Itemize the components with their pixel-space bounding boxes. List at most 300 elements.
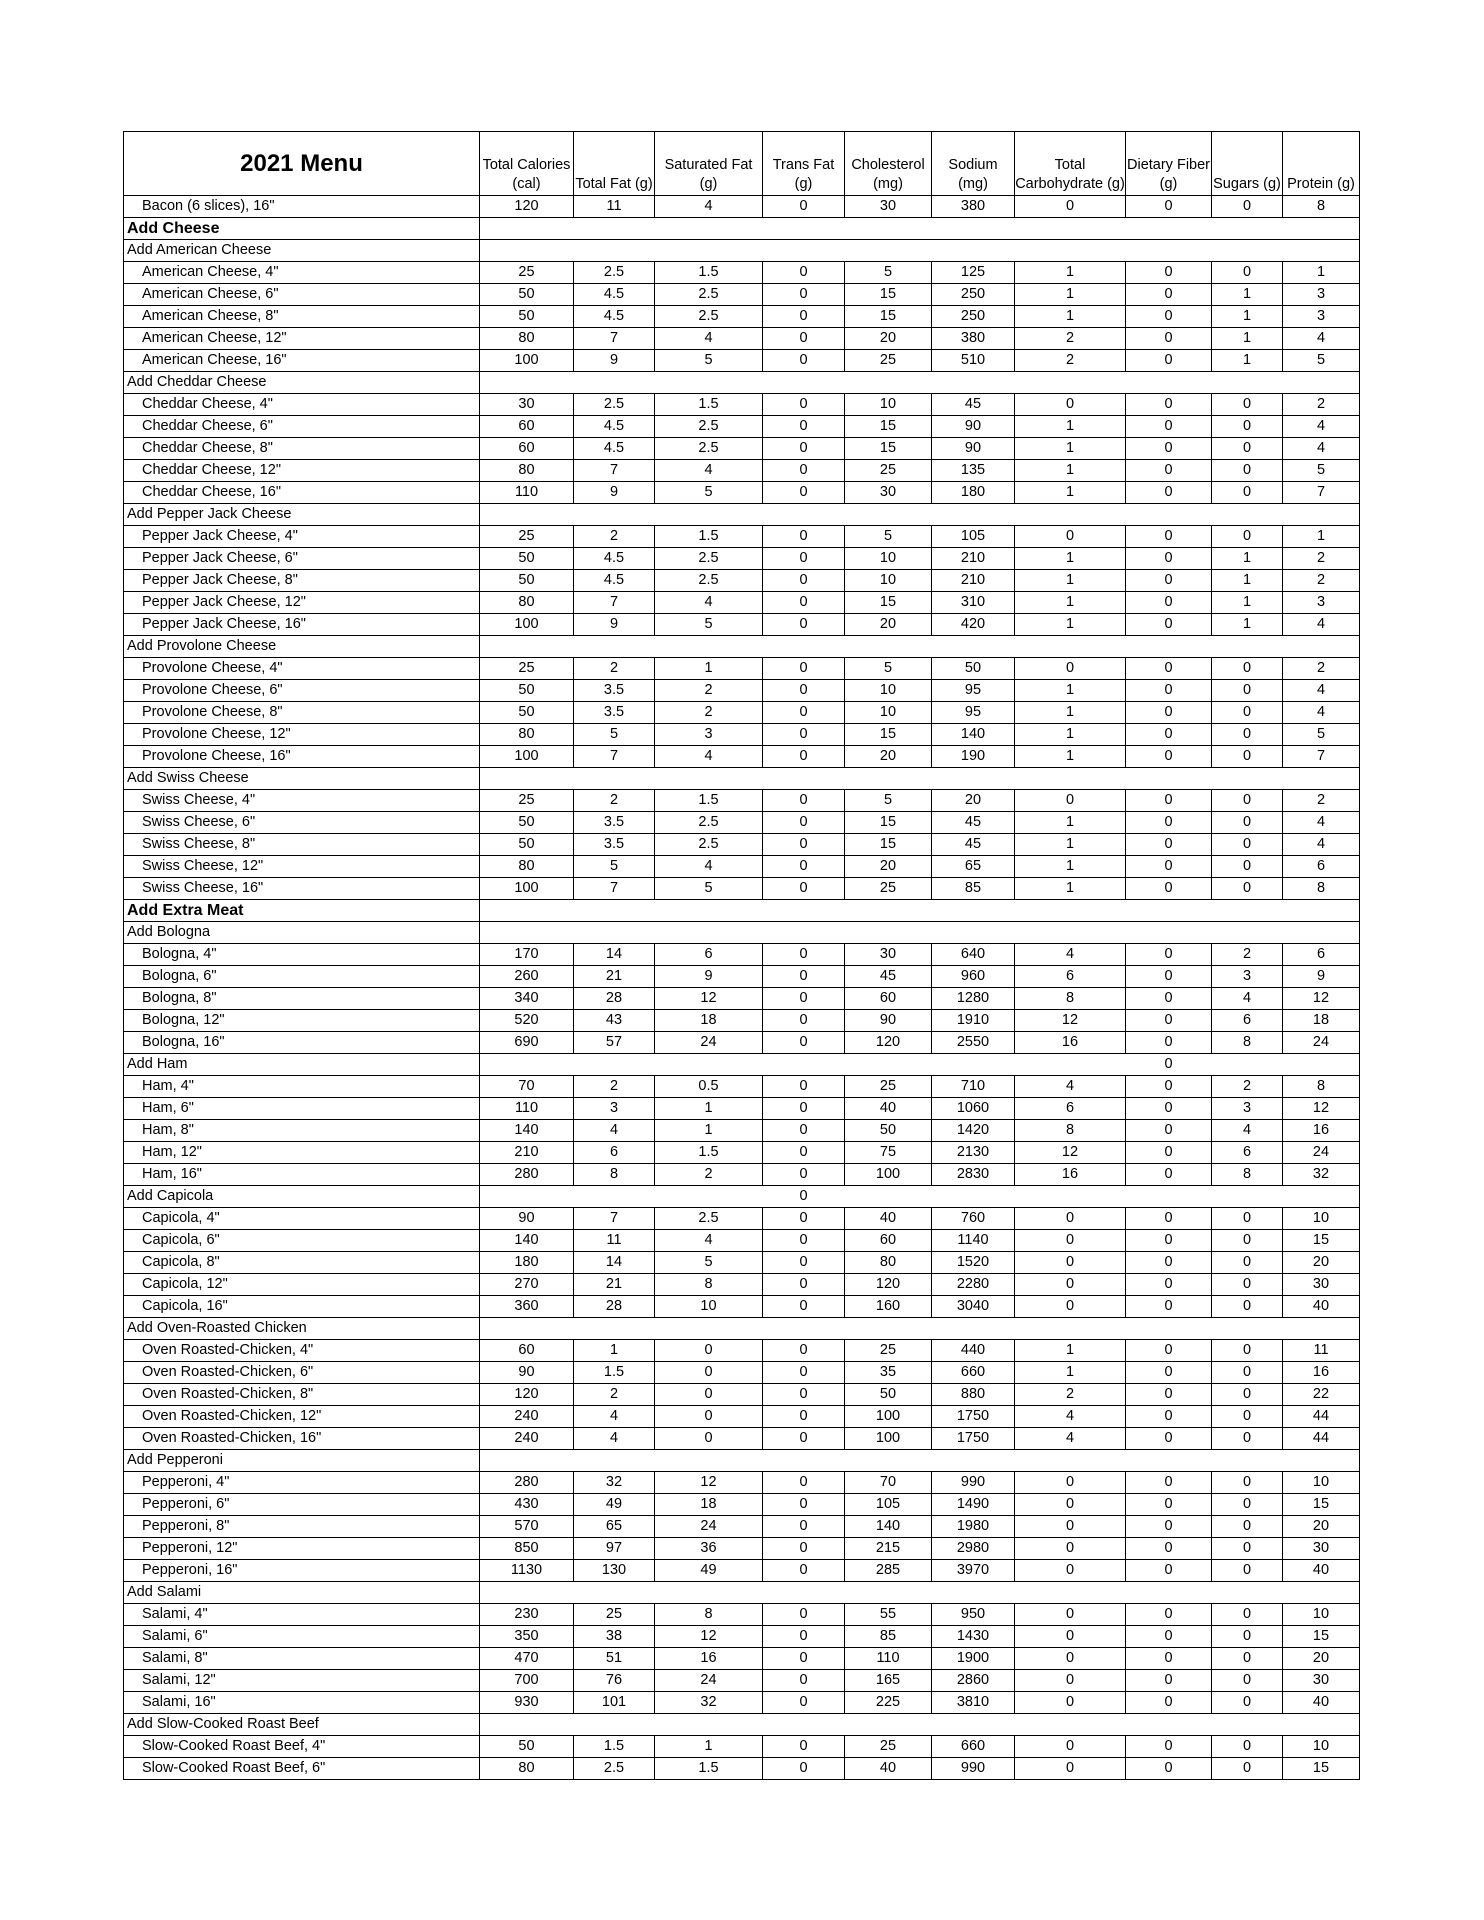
table-row bbox=[124, 438, 1360, 460]
table-row bbox=[124, 1626, 1360, 1648]
table-cell: 36 bbox=[655, 1538, 763, 1560]
table-cell: 9 bbox=[655, 966, 763, 988]
table-cell: 110 bbox=[480, 1098, 574, 1120]
item-name: Bologna, 16" bbox=[124, 1032, 480, 1054]
empty-cell bbox=[932, 240, 1015, 262]
empty-cell bbox=[845, 900, 932, 922]
table-cell: 60 bbox=[845, 1230, 932, 1252]
table-row bbox=[124, 416, 1360, 438]
table-cell: 4 bbox=[1015, 1406, 1126, 1428]
empty-cell bbox=[1283, 1054, 1360, 1076]
table-cell: 0 bbox=[1126, 1076, 1212, 1098]
table-cell: 0 bbox=[1015, 1692, 1126, 1714]
table-cell: 105 bbox=[845, 1494, 932, 1516]
table-cell: 4.5 bbox=[574, 306, 655, 328]
table-row bbox=[124, 1494, 1360, 1516]
table-cell: 1520 bbox=[932, 1252, 1015, 1274]
table-cell: 6 bbox=[1283, 856, 1360, 878]
empty-cell bbox=[655, 504, 763, 526]
table-cell: 0 bbox=[1212, 1340, 1283, 1362]
table-cell: 0 bbox=[1126, 328, 1212, 350]
group-header-row bbox=[124, 768, 1360, 790]
table-cell: 0 bbox=[1015, 1626, 1126, 1648]
table-cell: 12 bbox=[1283, 988, 1360, 1010]
table-cell: 90 bbox=[932, 438, 1015, 460]
table-cell: 4 bbox=[655, 856, 763, 878]
table-cell: 1 bbox=[1212, 570, 1283, 592]
table-row bbox=[124, 746, 1360, 768]
table-row bbox=[124, 350, 1360, 372]
table-cell: 15 bbox=[1283, 1494, 1360, 1516]
section-title: Add Extra Meat bbox=[124, 900, 480, 922]
group-title: Add Salami bbox=[124, 1582, 480, 1604]
item-name: Capicola, 4" bbox=[124, 1208, 480, 1230]
table-cell: 1 bbox=[1212, 614, 1283, 636]
table-row bbox=[124, 1538, 1360, 1560]
table-cell: 4 bbox=[655, 1230, 763, 1252]
table-cell: 690 bbox=[480, 1032, 574, 1054]
table-cell: 30 bbox=[845, 482, 932, 504]
item-name: Swiss Cheese, 16" bbox=[124, 878, 480, 900]
table-cell: 40 bbox=[1283, 1296, 1360, 1318]
table-cell: 4 bbox=[1283, 614, 1360, 636]
group-header-row bbox=[124, 1450, 1360, 1472]
table-cell: 0 bbox=[763, 702, 845, 724]
table-cell: 0 bbox=[1126, 1560, 1212, 1582]
table-cell: 340 bbox=[480, 988, 574, 1010]
table-cell: 120 bbox=[480, 196, 574, 218]
table-cell: 0 bbox=[1212, 702, 1283, 724]
table-row bbox=[124, 1472, 1360, 1494]
table-cell: 0 bbox=[1212, 262, 1283, 284]
empty-cell bbox=[1212, 1318, 1283, 1340]
table-cell: 1 bbox=[1015, 548, 1126, 570]
item-name: Provolone Cheese, 16" bbox=[124, 746, 480, 768]
table-cell: 0 bbox=[1212, 1362, 1283, 1384]
table-cell: 2 bbox=[655, 702, 763, 724]
table-cell: 0 bbox=[763, 262, 845, 284]
table-cell: 0 bbox=[1126, 1032, 1212, 1054]
empty-cell bbox=[845, 1318, 932, 1340]
empty-cell bbox=[763, 922, 845, 944]
table-row bbox=[124, 548, 1360, 570]
table-cell: 3040 bbox=[932, 1296, 1015, 1318]
empty-cell bbox=[574, 240, 655, 262]
table-cell: 4 bbox=[574, 1120, 655, 1142]
empty-cell bbox=[480, 1186, 574, 1208]
empty-cell bbox=[1283, 372, 1360, 394]
table-cell: 18 bbox=[1283, 1010, 1360, 1032]
table-cell: 4 bbox=[1283, 680, 1360, 702]
table-row bbox=[124, 306, 1360, 328]
empty-cell bbox=[845, 372, 932, 394]
table-cell: 2.5 bbox=[655, 548, 763, 570]
table-cell: 1 bbox=[1015, 482, 1126, 504]
item-name: American Cheese, 8" bbox=[124, 306, 480, 328]
empty-cell bbox=[845, 504, 932, 526]
table-cell: 250 bbox=[932, 306, 1015, 328]
table-cell: 1980 bbox=[932, 1516, 1015, 1538]
table-cell: 10 bbox=[845, 548, 932, 570]
item-name: Pepper Jack Cheese, 6" bbox=[124, 548, 480, 570]
item-name: Swiss Cheese, 6" bbox=[124, 812, 480, 834]
table-cell: 3810 bbox=[932, 1692, 1015, 1714]
table-cell: 0 bbox=[763, 988, 845, 1010]
table-cell: 0 bbox=[763, 614, 845, 636]
empty-cell bbox=[574, 900, 655, 922]
item-name: Provolone Cheese, 6" bbox=[124, 680, 480, 702]
empty-cell bbox=[932, 504, 1015, 526]
table-cell: 50 bbox=[480, 1736, 574, 1758]
table-cell: 0 bbox=[1126, 1692, 1212, 1714]
table-cell: 380 bbox=[932, 328, 1015, 350]
group-header-row bbox=[124, 1186, 1360, 1208]
table-cell: 5 bbox=[1283, 350, 1360, 372]
empty-cell bbox=[1283, 768, 1360, 790]
item-name: Swiss Cheese, 8" bbox=[124, 834, 480, 856]
table-cell: 25 bbox=[845, 350, 932, 372]
table-cell: 10 bbox=[845, 680, 932, 702]
empty-cell bbox=[932, 636, 1015, 658]
empty-cell bbox=[1015, 900, 1126, 922]
table-cell: 350 bbox=[480, 1626, 574, 1648]
table-cell: 0 bbox=[1126, 680, 1212, 702]
table-cell: 0 bbox=[763, 658, 845, 680]
table-cell: 0 bbox=[763, 724, 845, 746]
group-title: Add Slow-Cooked Roast Beef bbox=[124, 1714, 480, 1736]
table-cell: 85 bbox=[932, 878, 1015, 900]
column-header: Total Carbohydrate (g) bbox=[1015, 132, 1126, 196]
empty-cell bbox=[1126, 240, 1212, 262]
item-name: Cheddar Cheese, 8" bbox=[124, 438, 480, 460]
table-cell: 3970 bbox=[932, 1560, 1015, 1582]
empty-cell bbox=[480, 1714, 574, 1736]
table-cell: 4 bbox=[1015, 1076, 1126, 1098]
empty-cell bbox=[1212, 240, 1283, 262]
table-cell: 2.5 bbox=[655, 570, 763, 592]
table-cell: 130 bbox=[574, 1560, 655, 1582]
empty-cell bbox=[574, 218, 655, 240]
table-cell: 0 bbox=[1015, 1274, 1126, 1296]
table-row bbox=[124, 966, 1360, 988]
item-name: Capicola, 8" bbox=[124, 1252, 480, 1274]
table-cell: 0 bbox=[763, 1274, 845, 1296]
table-cell: 0 bbox=[763, 526, 845, 548]
table-cell: 135 bbox=[932, 460, 1015, 482]
table-cell: 0 bbox=[1212, 1384, 1283, 1406]
table-cell: 15 bbox=[1283, 1626, 1360, 1648]
table-cell: 75 bbox=[845, 1142, 932, 1164]
table-cell: 11 bbox=[1283, 1340, 1360, 1362]
table-cell: 2 bbox=[1015, 1384, 1126, 1406]
table-cell: 4 bbox=[1015, 944, 1126, 966]
table-cell: 0 bbox=[763, 812, 845, 834]
table-cell: 4 bbox=[1283, 416, 1360, 438]
table-cell: 1 bbox=[1015, 306, 1126, 328]
table-cell: 0 bbox=[763, 482, 845, 504]
table-cell: 5 bbox=[845, 790, 932, 812]
empty-cell bbox=[1212, 900, 1283, 922]
table-cell: 65 bbox=[932, 856, 1015, 878]
empty-cell bbox=[480, 1582, 574, 1604]
table-cell: 28 bbox=[574, 1296, 655, 1318]
empty-cell bbox=[574, 372, 655, 394]
table-cell: 0 bbox=[1126, 966, 1212, 988]
item-name: Pepperoni, 6" bbox=[124, 1494, 480, 1516]
empty-cell bbox=[1212, 1450, 1283, 1472]
group-title: Add Bologna bbox=[124, 922, 480, 944]
table-cell: 40 bbox=[1283, 1560, 1360, 1582]
table-cell: 12 bbox=[655, 1626, 763, 1648]
empty-cell bbox=[932, 1714, 1015, 1736]
table-cell: 20 bbox=[845, 614, 932, 636]
empty-cell bbox=[1015, 372, 1126, 394]
table-cell: 100 bbox=[845, 1164, 932, 1186]
item-name: Slow-Cooked Roast Beef, 4" bbox=[124, 1736, 480, 1758]
table-cell: 0 bbox=[1126, 658, 1212, 680]
table-cell: 0 bbox=[1212, 856, 1283, 878]
table-cell: 1140 bbox=[932, 1230, 1015, 1252]
table-cell: 0 bbox=[1126, 1538, 1212, 1560]
table-cell: 44 bbox=[1283, 1406, 1360, 1428]
table-cell: 1.5 bbox=[655, 262, 763, 284]
table-cell: 7 bbox=[574, 328, 655, 350]
empty-cell bbox=[480, 900, 574, 922]
table-cell: 0 bbox=[1212, 526, 1283, 548]
item-name: Salami, 12" bbox=[124, 1670, 480, 1692]
table-cell: 0 bbox=[1126, 526, 1212, 548]
empty-cell bbox=[574, 636, 655, 658]
table-cell: 18 bbox=[655, 1494, 763, 1516]
empty-cell bbox=[1015, 768, 1126, 790]
table-row bbox=[124, 834, 1360, 856]
empty-cell bbox=[480, 1318, 574, 1340]
table-row bbox=[124, 812, 1360, 834]
item-name: Bologna, 6" bbox=[124, 966, 480, 988]
table-cell: 1 bbox=[1015, 680, 1126, 702]
table-cell: 20 bbox=[1283, 1648, 1360, 1670]
section-header-row bbox=[124, 900, 1360, 922]
table-cell: 8 bbox=[655, 1604, 763, 1626]
page-title: 2021 Menu bbox=[124, 132, 480, 196]
empty-cell bbox=[1212, 1186, 1283, 1208]
table-cell: 0 bbox=[655, 1384, 763, 1406]
table-cell: 170 bbox=[480, 944, 574, 966]
table-cell: 5 bbox=[845, 658, 932, 680]
table-cell: 21 bbox=[574, 1274, 655, 1296]
table-cell: 0 bbox=[1126, 1472, 1212, 1494]
table-cell: 2 bbox=[1212, 944, 1283, 966]
table-cell: 1 bbox=[1212, 328, 1283, 350]
table-cell: 0 bbox=[1126, 592, 1212, 614]
table-cell: 0 bbox=[655, 1428, 763, 1450]
table-cell: 0 bbox=[763, 350, 845, 372]
table-row bbox=[124, 944, 1360, 966]
table-row bbox=[124, 702, 1360, 724]
column-header: Dietary Fiber (g) bbox=[1126, 132, 1212, 196]
table-cell: 50 bbox=[480, 284, 574, 306]
table-cell: 0 bbox=[763, 746, 845, 768]
empty-cell bbox=[480, 922, 574, 944]
item-name: Bologna, 4" bbox=[124, 944, 480, 966]
table-cell: 10 bbox=[1283, 1736, 1360, 1758]
item-name: Pepper Jack Cheese, 4" bbox=[124, 526, 480, 548]
table-cell: 1 bbox=[1015, 262, 1126, 284]
table-cell: 3 bbox=[1212, 966, 1283, 988]
table-row bbox=[124, 680, 1360, 702]
table-cell: 1 bbox=[1212, 306, 1283, 328]
table-cell: 0 bbox=[1126, 196, 1212, 218]
table-cell: 0 bbox=[1212, 1538, 1283, 1560]
empty-cell bbox=[655, 1450, 763, 1472]
table-row bbox=[124, 1208, 1360, 1230]
table-cell: 0 bbox=[1015, 394, 1126, 416]
table-cell: 210 bbox=[480, 1142, 574, 1164]
table-cell: 440 bbox=[932, 1340, 1015, 1362]
table-cell: 5 bbox=[655, 482, 763, 504]
group-title: Add American Cheese bbox=[124, 240, 480, 262]
empty-cell bbox=[1212, 1582, 1283, 1604]
empty-cell bbox=[932, 1582, 1015, 1604]
empty-cell bbox=[932, 768, 1015, 790]
table-cell: 25 bbox=[845, 460, 932, 482]
table-cell: 0 bbox=[763, 790, 845, 812]
empty-cell bbox=[1283, 240, 1360, 262]
table-row bbox=[124, 284, 1360, 306]
item-name: Provolone Cheese, 8" bbox=[124, 702, 480, 724]
table-cell: 3 bbox=[574, 1098, 655, 1120]
empty-cell bbox=[845, 1714, 932, 1736]
table-cell: 0 bbox=[1212, 460, 1283, 482]
table-cell: 990 bbox=[932, 1758, 1015, 1780]
table-cell: 2280 bbox=[932, 1274, 1015, 1296]
table-cell: 0 bbox=[1212, 1648, 1283, 1670]
table-cell: 5 bbox=[655, 350, 763, 372]
table-cell: 0 bbox=[1015, 1538, 1126, 1560]
table-cell: 2 bbox=[1015, 350, 1126, 372]
empty-cell bbox=[1126, 372, 1212, 394]
empty-cell bbox=[845, 1054, 932, 1076]
table-cell: 280 bbox=[480, 1164, 574, 1186]
empty-cell bbox=[845, 218, 932, 240]
table-cell: 0 bbox=[763, 1516, 845, 1538]
table-cell: 4 bbox=[1283, 438, 1360, 460]
table-cell: 50 bbox=[480, 306, 574, 328]
empty-cell bbox=[1283, 1318, 1360, 1340]
table-cell: 51 bbox=[574, 1648, 655, 1670]
table-cell: 3 bbox=[1283, 284, 1360, 306]
empty-cell bbox=[655, 1186, 763, 1208]
table-cell: 15 bbox=[845, 724, 932, 746]
table-cell: 4 bbox=[1212, 1120, 1283, 1142]
table-cell: 165 bbox=[845, 1670, 932, 1692]
table-row bbox=[124, 1560, 1360, 1582]
table-cell: 40 bbox=[845, 1098, 932, 1120]
table-cell: 2.5 bbox=[574, 262, 655, 284]
table-cell: 80 bbox=[480, 724, 574, 746]
table-cell: 260 bbox=[480, 966, 574, 988]
empty-cell bbox=[763, 1054, 845, 1076]
table-cell: 10 bbox=[845, 702, 932, 724]
column-header: Total Calories (cal) bbox=[480, 132, 574, 196]
item-name: Swiss Cheese, 12" bbox=[124, 856, 480, 878]
table-cell: 3 bbox=[1283, 306, 1360, 328]
empty-cell bbox=[655, 900, 763, 922]
table-cell: 15 bbox=[845, 812, 932, 834]
table-cell: 1490 bbox=[932, 1494, 1015, 1516]
table-cell: 105 bbox=[932, 526, 1015, 548]
table-row bbox=[124, 570, 1360, 592]
table-cell: 60 bbox=[480, 1340, 574, 1362]
table-cell: 2 bbox=[1283, 394, 1360, 416]
table-cell: 2 bbox=[1015, 328, 1126, 350]
item-name: Slow-Cooked Roast Beef, 6" bbox=[124, 1758, 480, 1780]
empty-cell bbox=[480, 240, 574, 262]
empty-cell bbox=[480, 636, 574, 658]
table-cell: 49 bbox=[655, 1560, 763, 1582]
group-title: Add Provolone Cheese bbox=[124, 636, 480, 658]
item-name: Ham, 16" bbox=[124, 1164, 480, 1186]
table-cell: 6 bbox=[574, 1142, 655, 1164]
table-cell: 0 bbox=[763, 1406, 845, 1428]
table-cell: 0 bbox=[763, 1296, 845, 1318]
table-cell: 3.5 bbox=[574, 680, 655, 702]
empty-cell bbox=[1126, 1450, 1212, 1472]
empty-cell bbox=[1015, 1714, 1126, 1736]
table-cell: 1.5 bbox=[574, 1362, 655, 1384]
item-name: American Cheese, 16" bbox=[124, 350, 480, 372]
column-header: Trans Fat (g) bbox=[763, 132, 845, 196]
table-cell: 230 bbox=[480, 1604, 574, 1626]
table-row bbox=[124, 1692, 1360, 1714]
table-cell: 210 bbox=[932, 548, 1015, 570]
item-name: Bologna, 8" bbox=[124, 988, 480, 1010]
empty-cell bbox=[763, 372, 845, 394]
table-cell: 8 bbox=[1283, 1076, 1360, 1098]
table-cell: 6 bbox=[1212, 1142, 1283, 1164]
table-cell: 0 bbox=[1015, 1758, 1126, 1780]
table-cell: 1.5 bbox=[655, 1758, 763, 1780]
table-cell: 930 bbox=[480, 1692, 574, 1714]
table-cell: 0 bbox=[763, 834, 845, 856]
table-cell: 0 bbox=[763, 306, 845, 328]
table-cell: 1 bbox=[655, 658, 763, 680]
table-cell: 0 bbox=[1212, 724, 1283, 746]
table-cell: 11 bbox=[574, 196, 655, 218]
table-cell: 0 bbox=[763, 1010, 845, 1032]
empty-cell bbox=[574, 1450, 655, 1472]
table-cell: 0 bbox=[1212, 1428, 1283, 1450]
table-cell: 2 bbox=[574, 790, 655, 812]
table-cell: 90 bbox=[932, 416, 1015, 438]
item-name: Salami, 16" bbox=[124, 1692, 480, 1714]
table-cell: 1 bbox=[1212, 350, 1283, 372]
table-cell: 0 bbox=[763, 966, 845, 988]
item-name: Capicola, 6" bbox=[124, 1230, 480, 1252]
table-cell: 0 bbox=[763, 1032, 845, 1054]
table-cell: 8 bbox=[574, 1164, 655, 1186]
table-cell: 0 bbox=[1212, 1296, 1283, 1318]
table-cell: 100 bbox=[480, 878, 574, 900]
empty-cell bbox=[763, 900, 845, 922]
table-cell: 15 bbox=[845, 834, 932, 856]
table-cell: 760 bbox=[932, 1208, 1015, 1230]
table-cell: 4 bbox=[1283, 834, 1360, 856]
table-cell: 285 bbox=[845, 1560, 932, 1582]
table-cell: 0 bbox=[1212, 680, 1283, 702]
table-cell: 0 bbox=[1212, 1494, 1283, 1516]
table-cell: 80 bbox=[845, 1252, 932, 1274]
